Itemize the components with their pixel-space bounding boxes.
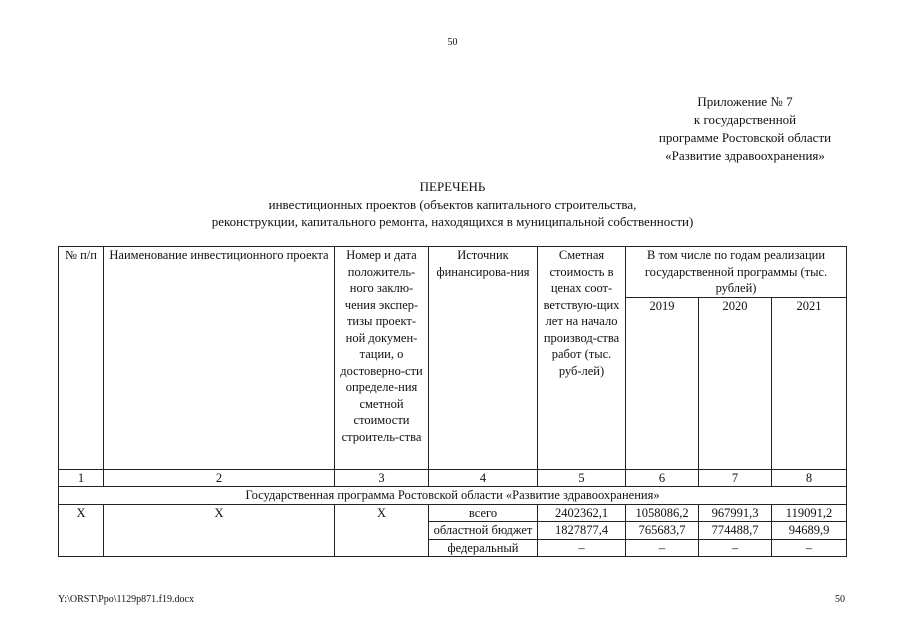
appendix-line-2: к государственной xyxy=(693,112,797,127)
page-number-top: 50 xyxy=(447,37,458,48)
source-2019: 765683,7 xyxy=(626,522,699,540)
col-number-3: 3 xyxy=(335,469,429,487)
header-col-number: № п/п xyxy=(59,247,104,470)
document-title xyxy=(0,178,905,231)
header-year-2021: 2021 xyxy=(772,297,847,469)
source-2021: 119091,2 xyxy=(772,504,847,522)
appendix-line-4: «Развитие здравоохранения» xyxy=(665,148,825,163)
header-years-group: В том числе по годам реализации государственной программы (тыс. рублей) xyxy=(626,247,847,298)
source-2020: 967991,3 xyxy=(699,504,772,522)
source-2021: 94689,9 xyxy=(772,522,847,540)
col-number-8: 8 xyxy=(772,469,847,487)
appendix-line-1: Приложение № 7 xyxy=(697,94,793,109)
source-2020: – xyxy=(699,539,772,557)
title-line-2: реконструкции, капитального ремонта, находящихся в муниципальной собственности) xyxy=(211,214,694,229)
appendix-block xyxy=(600,93,890,165)
title-heading: ПЕРЕЧЕНЬ xyxy=(419,179,486,194)
source-name: областной бюджет xyxy=(429,522,538,540)
footer-page-number: 50 xyxy=(835,594,845,605)
col-number-6: 6 xyxy=(626,469,699,487)
appendix-line-3: программе Ростовской области xyxy=(658,130,832,145)
row-cell-expertise: Х xyxy=(335,504,429,557)
section-title: Государственная программа Ростовской области «Развитие здравоохранения» xyxy=(59,487,847,505)
source-2019: 1058086,2 xyxy=(626,504,699,522)
title-line-1: инвестиционных проектов (объектов капитального строительства, xyxy=(268,196,637,212)
source-2021: – xyxy=(772,539,847,557)
column-numbers-row xyxy=(59,469,847,487)
source-2019: – xyxy=(626,539,699,557)
col-number-7: 7 xyxy=(699,469,772,487)
source-2020: 774488,7 xyxy=(699,522,772,540)
col-number-1: 1 xyxy=(59,469,104,487)
footer-file-path: Y:\ORST\Ppo\1129p871.f19.docx xyxy=(58,594,194,605)
source-total: 1827877,4 xyxy=(538,522,626,540)
col-number-4: 4 xyxy=(429,469,538,487)
row-cell-project-name: Х xyxy=(104,504,335,557)
header-col-cost: Сметная стоимость в ценах соот-ветствую-щих лет на начало производ-ства работ (тыс. руб-лей) xyxy=(538,247,626,470)
col-number-2: 2 xyxy=(104,469,335,487)
investment-projects-table xyxy=(58,246,847,557)
section-row xyxy=(59,487,847,505)
header-row-1 xyxy=(59,247,847,298)
source-total: 2402362,1 xyxy=(538,504,626,522)
source-total: – xyxy=(538,539,626,557)
source-name: всего xyxy=(429,504,538,522)
row-cell-number: Х xyxy=(59,504,104,557)
col-number-5: 5 xyxy=(538,469,626,487)
header-year-2020: 2020 xyxy=(699,297,772,469)
source-name: федеральный xyxy=(429,539,538,557)
header-year-2019: 2019 xyxy=(626,297,699,469)
header-col-source: Источник финансирова-ния xyxy=(429,247,538,470)
table-row xyxy=(59,504,847,522)
header-col-project-name: Наименование инвестиционного проекта xyxy=(104,247,335,470)
header-col-expertise: Номер и дата положитель-ного заклю-чения экспер-тизы проект-ной докумен-тации, о достоверно-сти определе-ния сметной стоимости строитель-ства xyxy=(335,247,429,470)
